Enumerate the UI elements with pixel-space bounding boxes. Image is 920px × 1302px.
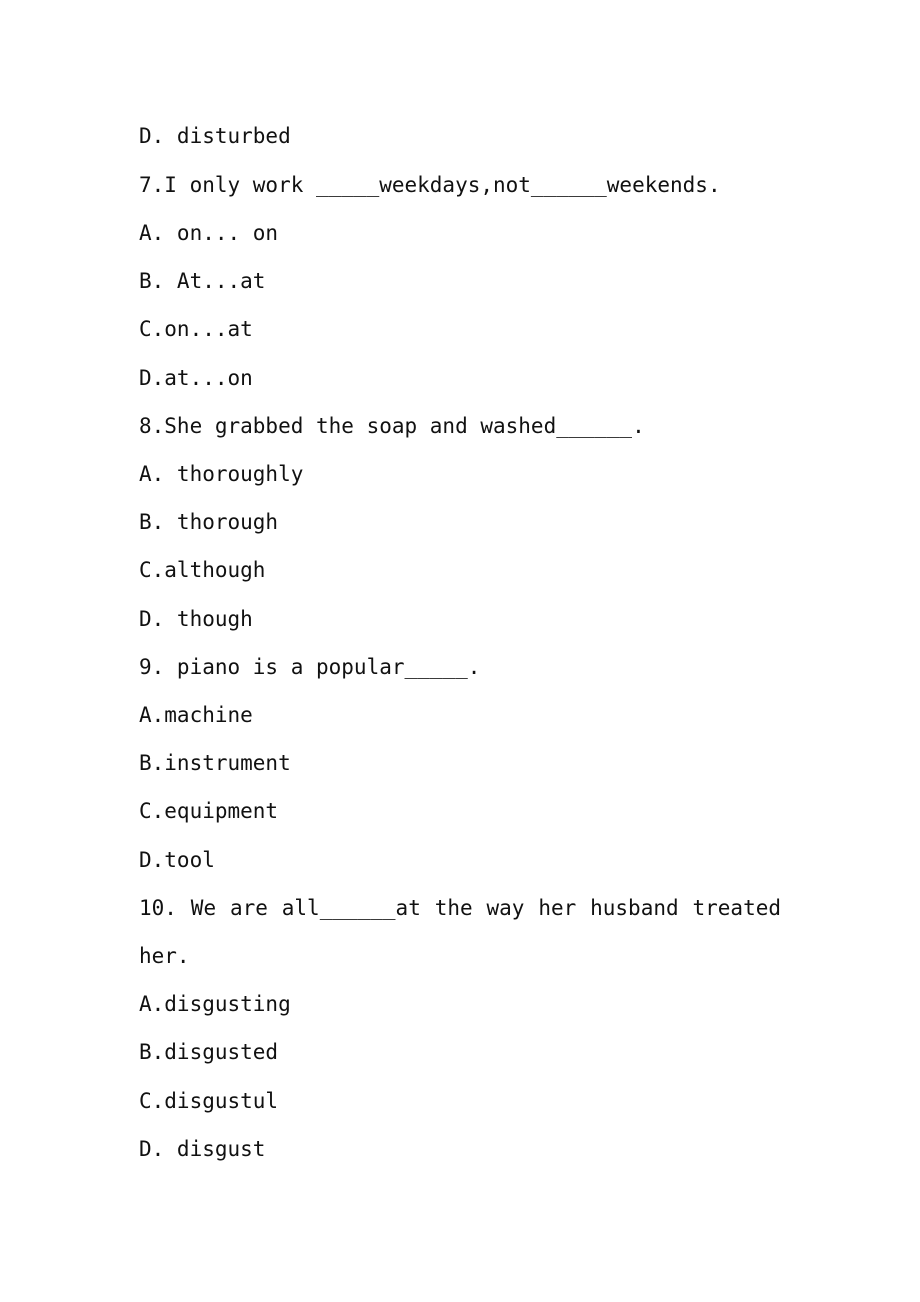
question-9: 9. piano is a popular_____.: [139, 655, 481, 679]
question-7: 7.I only work _____weekdays,not______weekends.: [139, 173, 721, 197]
option-8d: D. though: [139, 607, 253, 631]
option-10a: A.disgusting: [139, 992, 291, 1016]
question-10-continued: her.: [139, 944, 190, 968]
option-9c: C.equipment: [139, 799, 279, 823]
option-7c: C.on...at: [139, 317, 253, 341]
option-9d: D.tool: [139, 848, 215, 872]
option-10b: B.disgusted: [139, 1040, 279, 1064]
option-10d: D. disgust: [139, 1137, 266, 1161]
question-8: 8.She grabbed the soap and washed______.: [139, 414, 645, 438]
option-10c: C.disgustul: [139, 1089, 279, 1113]
option-8b: B. thorough: [139, 510, 279, 534]
question-10: 10. We are all______at the way her husband treated: [139, 896, 781, 920]
option-7b: B. At...at: [139, 269, 266, 293]
option-8a: A. thoroughly: [139, 462, 304, 486]
option-9b: B.instrument: [139, 751, 291, 775]
option-8c: C.although: [139, 558, 266, 582]
option-7d: D.at...on: [139, 366, 253, 390]
option-7a: A. on... on: [139, 221, 279, 245]
option-9a: A.machine: [139, 703, 253, 727]
option-6d: D. disturbed: [139, 124, 291, 148]
